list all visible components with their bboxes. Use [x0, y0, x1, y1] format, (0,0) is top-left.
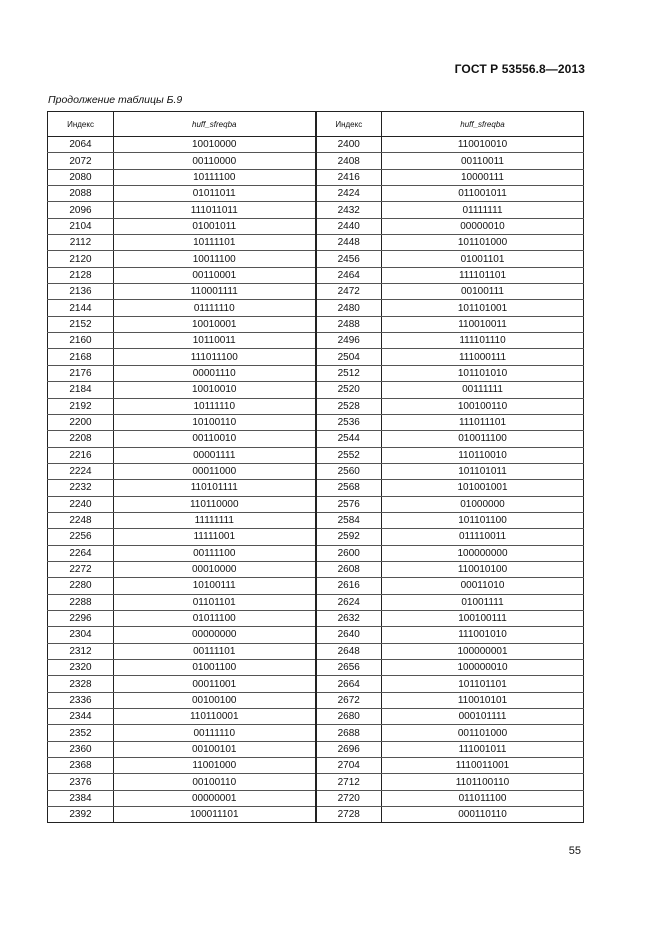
table-row	[48, 807, 584, 823]
index-cell: 2688	[316, 725, 382, 741]
code-cell: 10010010	[114, 382, 316, 398]
index-cell: 2568	[316, 480, 382, 496]
index-cell: 2424	[316, 186, 382, 202]
code-table-container	[47, 111, 584, 823]
index-cell: 2488	[316, 316, 382, 332]
index-cell: 2216	[48, 447, 114, 463]
index-cell: 2256	[48, 529, 114, 545]
table-row	[48, 709, 584, 725]
table-row	[48, 202, 584, 218]
code-cell: 11111111	[114, 512, 316, 528]
huffman-code-table	[47, 111, 584, 823]
code-cell: 11111001	[114, 529, 316, 545]
index-cell: 2336	[48, 692, 114, 708]
code-cell: 00110011	[382, 153, 584, 169]
standard-designation: ГОСТ Р 53556.8—2013	[454, 62, 585, 76]
index-cell: 2352	[48, 725, 114, 741]
code-cell: 011011100	[382, 790, 584, 806]
page-number: 55	[568, 845, 581, 857]
code-cell: 10111100	[114, 169, 316, 185]
table-row	[48, 529, 584, 545]
table-row	[48, 137, 584, 153]
code-cell: 00011001	[114, 676, 316, 692]
code-cell: 1101100110	[382, 774, 584, 790]
index-cell: 2440	[316, 218, 382, 234]
table-row	[48, 365, 584, 381]
code-cell: 00100100	[114, 692, 316, 708]
index-cell: 2536	[316, 414, 382, 430]
table-row	[48, 692, 584, 708]
code-cell: 111011011	[114, 202, 316, 218]
table-row	[48, 186, 584, 202]
index-cell: 2576	[316, 496, 382, 512]
table-row	[48, 480, 584, 496]
table-row	[48, 790, 584, 806]
code-cell: 101001001	[382, 480, 584, 496]
table-row	[48, 333, 584, 349]
index-cell: 2320	[48, 660, 114, 676]
index-cell: 2520	[316, 382, 382, 398]
code-cell: 11001000	[114, 758, 316, 774]
code-cell: 01001101	[382, 251, 584, 267]
index-cell: 2512	[316, 365, 382, 381]
index-cell: 2648	[316, 643, 382, 659]
index-cell: 2680	[316, 709, 382, 725]
index-cell: 2104	[48, 218, 114, 234]
index-cell: 2560	[316, 463, 382, 479]
code-cell: 00010000	[114, 561, 316, 577]
index-cell: 2592	[316, 529, 382, 545]
index-cell: 2088	[48, 186, 114, 202]
code-cell: 110010011	[382, 316, 584, 332]
code-cell: 110010100	[382, 561, 584, 577]
table-row	[48, 496, 584, 512]
code-cell: 00000010	[382, 218, 584, 234]
table-row	[48, 284, 584, 300]
index-cell: 2552	[316, 447, 382, 463]
code-cell: 00000001	[114, 790, 316, 806]
table-row	[48, 235, 584, 251]
code-cell: 1110011001	[382, 758, 584, 774]
index-cell: 2264	[48, 545, 114, 561]
code-cell: 100000001	[382, 643, 584, 659]
index-cell: 2384	[48, 790, 114, 806]
code-cell: 00100111	[382, 284, 584, 300]
code-cell: 00111111	[382, 382, 584, 398]
index-cell: 2288	[48, 594, 114, 610]
index-cell: 2240	[48, 496, 114, 512]
index-cell: 2208	[48, 431, 114, 447]
code-cell: 100100110	[382, 398, 584, 414]
table-row	[48, 578, 584, 594]
code-cell: 01101101	[114, 594, 316, 610]
table-header-row	[48, 112, 584, 137]
index-cell: 2192	[48, 398, 114, 414]
code-cell: 101101010	[382, 365, 584, 381]
column-header-index-left: Индекс	[48, 112, 114, 137]
index-cell: 2416	[316, 169, 382, 185]
code-cell: 00011000	[114, 463, 316, 479]
code-cell: 111011100	[114, 349, 316, 365]
table-row	[48, 774, 584, 790]
code-cell: 00110001	[114, 267, 316, 283]
code-cell: 10111110	[114, 398, 316, 414]
table-row	[48, 627, 584, 643]
index-cell: 2168	[48, 349, 114, 365]
code-cell: 00110000	[114, 153, 316, 169]
index-cell: 2368	[48, 758, 114, 774]
table-row	[48, 758, 584, 774]
index-cell: 2160	[48, 333, 114, 349]
code-cell: 110001111	[114, 284, 316, 300]
column-header-index-right: Индекс	[316, 112, 382, 137]
index-cell: 2712	[316, 774, 382, 790]
table-row	[48, 153, 584, 169]
table-row	[48, 725, 584, 741]
index-cell: 2064	[48, 137, 114, 153]
code-cell: 00001111	[114, 447, 316, 463]
code-cell: 101101011	[382, 463, 584, 479]
index-cell: 2496	[316, 333, 382, 349]
index-cell: 2360	[48, 741, 114, 757]
index-cell: 2344	[48, 709, 114, 725]
code-cell: 00100101	[114, 741, 316, 757]
index-cell: 2656	[316, 660, 382, 676]
table-row	[48, 398, 584, 414]
table-body	[48, 137, 584, 823]
code-cell: 101101100	[382, 512, 584, 528]
code-cell: 10000111	[382, 169, 584, 185]
index-cell: 2232	[48, 480, 114, 496]
table-row	[48, 741, 584, 757]
index-cell: 2304	[48, 627, 114, 643]
index-cell: 2728	[316, 807, 382, 823]
index-cell: 2432	[316, 202, 382, 218]
table-row	[48, 382, 584, 398]
code-cell: 001101000	[382, 725, 584, 741]
table-row	[48, 267, 584, 283]
index-cell: 2136	[48, 284, 114, 300]
code-cell: 01001100	[114, 660, 316, 676]
code-cell: 111001010	[382, 627, 584, 643]
index-cell: 2096	[48, 202, 114, 218]
code-cell: 100000000	[382, 545, 584, 561]
code-cell: 011110011	[382, 529, 584, 545]
index-cell: 2296	[48, 610, 114, 626]
index-cell: 2312	[48, 643, 114, 659]
code-cell: 011001011	[382, 186, 584, 202]
code-cell: 000101111	[382, 709, 584, 725]
table-row	[48, 594, 584, 610]
table-row	[48, 349, 584, 365]
code-cell: 10110011	[114, 333, 316, 349]
index-cell: 2544	[316, 431, 382, 447]
index-cell: 2152	[48, 316, 114, 332]
table-row	[48, 447, 584, 463]
index-cell: 2392	[48, 807, 114, 823]
code-cell: 110110010	[382, 447, 584, 463]
index-cell: 2280	[48, 578, 114, 594]
table-row	[48, 251, 584, 267]
index-cell: 2224	[48, 463, 114, 479]
code-cell: 111101110	[382, 333, 584, 349]
index-cell: 2600	[316, 545, 382, 561]
index-cell: 2632	[316, 610, 382, 626]
code-cell: 00000000	[114, 627, 316, 643]
code-cell: 101101101	[382, 676, 584, 692]
code-cell: 01111110	[114, 300, 316, 316]
index-cell: 2504	[316, 349, 382, 365]
code-cell: 01011100	[114, 610, 316, 626]
index-cell: 2456	[316, 251, 382, 267]
column-header-code-left: huff_sfreqba	[114, 112, 316, 137]
code-cell: 111101101	[382, 267, 584, 283]
code-cell: 01001111	[382, 594, 584, 610]
index-cell: 2080	[48, 169, 114, 185]
index-cell: 2184	[48, 382, 114, 398]
code-cell: 111011101	[382, 414, 584, 430]
code-cell: 10010001	[114, 316, 316, 332]
code-cell: 00111110	[114, 725, 316, 741]
index-cell: 2528	[316, 398, 382, 414]
table-row	[48, 610, 584, 626]
index-cell: 2400	[316, 137, 382, 153]
code-cell: 111001011	[382, 741, 584, 757]
index-cell: 2704	[316, 758, 382, 774]
code-cell: 110010010	[382, 137, 584, 153]
index-cell: 2672	[316, 692, 382, 708]
code-cell: 111000111	[382, 349, 584, 365]
code-cell: 10010000	[114, 137, 316, 153]
code-cell: 00110010	[114, 431, 316, 447]
code-cell: 10011100	[114, 251, 316, 267]
index-cell: 2480	[316, 300, 382, 316]
code-cell: 100100111	[382, 610, 584, 626]
table-row	[48, 660, 584, 676]
code-cell: 101101000	[382, 235, 584, 251]
code-cell: 01111111	[382, 202, 584, 218]
table-row	[48, 545, 584, 561]
index-cell: 2616	[316, 578, 382, 594]
index-cell: 2120	[48, 251, 114, 267]
index-cell: 2200	[48, 414, 114, 430]
code-cell: 10111101	[114, 235, 316, 251]
index-cell: 2448	[316, 235, 382, 251]
index-cell: 2624	[316, 594, 382, 610]
index-cell: 2376	[48, 774, 114, 790]
table-row	[48, 316, 584, 332]
table-row	[48, 414, 584, 430]
index-cell: 2664	[316, 676, 382, 692]
table-row	[48, 300, 584, 316]
index-cell: 2584	[316, 512, 382, 528]
index-cell: 2328	[48, 676, 114, 692]
table-row	[48, 218, 584, 234]
code-cell: 100011101	[114, 807, 316, 823]
index-cell: 2128	[48, 267, 114, 283]
index-cell: 2608	[316, 561, 382, 577]
index-cell: 2272	[48, 561, 114, 577]
table-row	[48, 561, 584, 577]
code-cell: 110110000	[114, 496, 316, 512]
table-caption: Продолжение таблицы Б.9	[48, 94, 183, 106]
code-cell: 000110110	[382, 807, 584, 823]
table-row	[48, 431, 584, 447]
table-row	[48, 512, 584, 528]
table-row	[48, 463, 584, 479]
code-cell: 10100111	[114, 578, 316, 594]
index-cell: 2640	[316, 627, 382, 643]
index-cell: 2072	[48, 153, 114, 169]
index-cell: 2408	[316, 153, 382, 169]
table-row	[48, 643, 584, 659]
code-cell: 10100110	[114, 414, 316, 430]
index-cell: 2720	[316, 790, 382, 806]
index-cell: 2176	[48, 365, 114, 381]
index-cell: 2472	[316, 284, 382, 300]
code-cell: 00001110	[114, 365, 316, 381]
index-cell: 2112	[48, 235, 114, 251]
code-cell: 00100110	[114, 774, 316, 790]
code-cell: 01001011	[114, 218, 316, 234]
column-header-code-right: huff_sfreqba	[382, 112, 584, 137]
code-cell: 00011010	[382, 578, 584, 594]
code-cell: 101101001	[382, 300, 584, 316]
code-cell: 01011011	[114, 186, 316, 202]
table-row	[48, 676, 584, 692]
index-cell: 2696	[316, 741, 382, 757]
code-cell: 110101111	[114, 480, 316, 496]
index-cell: 2248	[48, 512, 114, 528]
code-cell: 010011100	[382, 431, 584, 447]
code-cell: 00111100	[114, 545, 316, 561]
code-cell: 00111101	[114, 643, 316, 659]
table-row	[48, 169, 584, 185]
code-cell: 110110001	[114, 709, 316, 725]
code-cell: 110010101	[382, 692, 584, 708]
index-cell: 2144	[48, 300, 114, 316]
code-cell: 01000000	[382, 496, 584, 512]
index-cell: 2464	[316, 267, 382, 283]
code-cell: 100000010	[382, 660, 584, 676]
